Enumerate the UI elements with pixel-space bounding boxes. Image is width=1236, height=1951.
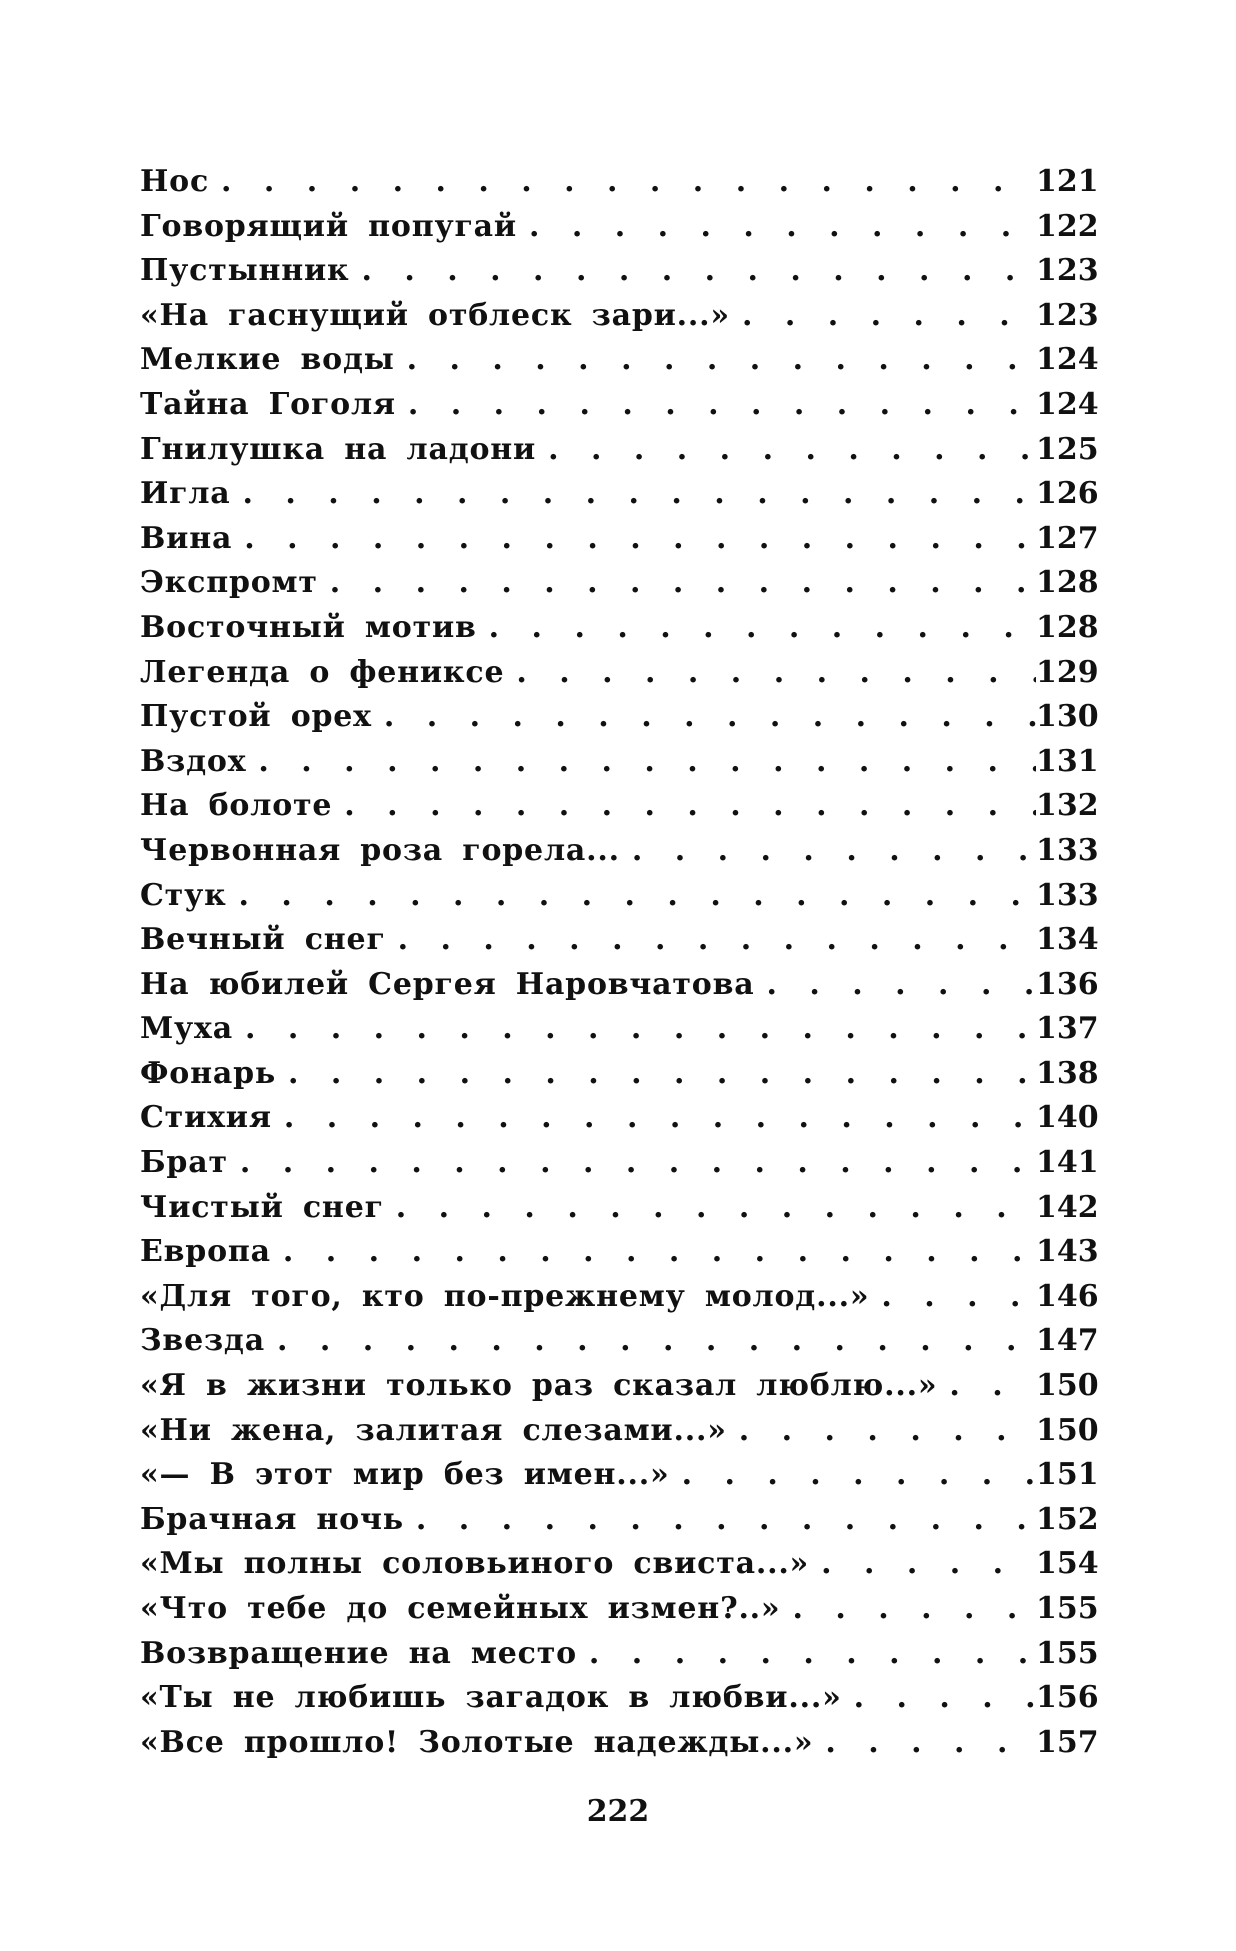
toc-entry-page: 152 (1036, 1501, 1099, 1537)
toc-entry (140, 386, 1099, 432)
toc-entry-title: «На гаснущий отблеск зари...» (140, 297, 730, 333)
dot-leader (395, 342, 1036, 377)
toc-entry (140, 208, 1099, 254)
toc-entry (140, 743, 1099, 789)
toc-entry-page: 156 (1036, 1680, 1099, 1716)
toc-entry (140, 164, 1099, 209)
toc-entry (140, 1546, 1099, 1591)
toc-entry-page: 129 (1036, 654, 1099, 690)
toc-entry (140, 342, 1099, 387)
toc-entry-page: 138 (1036, 1055, 1099, 1091)
toc-entry (140, 1055, 1099, 1101)
toc-entry-page: 157 (1036, 1724, 1099, 1760)
toc-entry-title: Пустынник (140, 253, 350, 289)
dot-leader (842, 1680, 1036, 1715)
toc-entry-page: 128 (1036, 565, 1099, 601)
toc-entry-title: На юбилей Сергея Наровчатова (140, 966, 755, 1002)
toc-entry-title: «Мы полны соловьиного свиста...» (140, 1546, 810, 1582)
toc-entry-title: Звезда (140, 1323, 265, 1359)
toc-entry (140, 877, 1099, 923)
dot-leader (536, 432, 1036, 467)
toc-entry-page: 151 (1036, 1457, 1099, 1493)
dot-leader (232, 521, 1036, 556)
toc-entry-page: 124 (1036, 386, 1099, 422)
toc-entry-page: 150 (1036, 1412, 1099, 1448)
toc-entry-page: 132 (1036, 788, 1099, 824)
dot-leader (209, 164, 1036, 199)
toc-entry-title: Восточный мотив (140, 609, 477, 645)
toc-entry (140, 1591, 1099, 1636)
dot-leader (272, 1100, 1036, 1135)
toc-entry-page: 155 (1036, 1635, 1099, 1671)
toc-entry (140, 1680, 1099, 1725)
toc-entry-title: Муха (140, 1011, 233, 1047)
dot-leader (231, 476, 1036, 511)
toc-entry-title: «Ни жена, залитая слезами...» (140, 1412, 727, 1448)
toc-entry (140, 1145, 1099, 1190)
toc-entry-title: Червонная роза горела... (140, 832, 620, 868)
dot-leader (271, 1234, 1036, 1269)
toc-entry-title: Брачная ночь (140, 1501, 404, 1537)
dot-leader (228, 1145, 1036, 1180)
toc-entry-title: «Что тебе до семейных измен?..» (140, 1591, 781, 1626)
toc-entry (140, 1635, 1099, 1681)
toc-entry-page: 134 (1036, 922, 1099, 958)
dot-leader (813, 1725, 1036, 1760)
dot-leader (869, 1279, 1036, 1314)
dot-leader (233, 1011, 1036, 1046)
toc-entry-title: Говорящий попугай (140, 208, 517, 244)
toc-entry (140, 699, 1099, 744)
toc-entry-page: 146 (1036, 1278, 1099, 1314)
toc-entry (140, 922, 1099, 967)
toc-entry (140, 1278, 1099, 1324)
toc-entry (140, 1234, 1099, 1279)
toc-entry-title: Фонарь (140, 1055, 277, 1091)
toc-entry (140, 788, 1099, 833)
toc-entry-title: Тайна Гоголя (140, 386, 396, 422)
toc-entry (140, 253, 1099, 298)
dot-leader (504, 655, 1036, 690)
toc-entry-page: 130 (1036, 699, 1099, 735)
dot-leader (730, 298, 1036, 333)
dot-leader (386, 922, 1036, 957)
toc-entry-title: «— В этот мир без имен...» (140, 1457, 670, 1493)
toc-entry-page: 126 (1036, 476, 1099, 512)
toc-entry-title: Вечный снег (140, 922, 386, 958)
toc-entry-page: 141 (1036, 1145, 1099, 1181)
toc-entry (140, 520, 1099, 566)
dot-leader (350, 253, 1037, 288)
toc-entry-title: «Все прошло! Золотые надежды...» (140, 1724, 814, 1760)
toc-entry-page: 123 (1036, 253, 1099, 289)
dot-leader (755, 967, 1037, 1002)
toc-entry-title: Нос (140, 164, 210, 199)
toc-entry (140, 832, 1099, 878)
dot-leader (276, 1056, 1036, 1091)
toc-entry-page: 154 (1036, 1546, 1099, 1582)
toc-entry-page: 147 (1036, 1323, 1099, 1359)
dot-leader (477, 610, 1036, 645)
toc-entry-page: 128 (1036, 609, 1099, 645)
toc-entry-title: Вина (140, 520, 233, 556)
toc-entry (140, 565, 1099, 610)
dot-leader (517, 209, 1036, 244)
toc-entry-title: Мелкие воды (140, 342, 395, 378)
toc-entry-title: Гнилушка на ладони (140, 431, 537, 467)
dot-leader (246, 744, 1036, 779)
page-number: 222 (586, 1794, 650, 1829)
toc-entry-page: 136 (1036, 966, 1099, 1002)
toc-entry-page: 121 (1036, 164, 1099, 199)
toc-entry-title: Пустой орех (140, 699, 372, 735)
dot-leader (396, 387, 1036, 422)
dot-leader (780, 1591, 1036, 1626)
toc-entry (140, 1501, 1099, 1547)
toc-entry-title: Игла (140, 476, 231, 512)
toc-entry-title: Возвращение на место (140, 1635, 577, 1671)
toc-entry (140, 609, 1099, 655)
dot-leader (265, 1323, 1036, 1358)
dot-leader (620, 833, 1036, 868)
toc-entry-page: 155 (1036, 1591, 1099, 1626)
toc-entry-title: «Для того, кто по-прежнему молод...» (140, 1278, 870, 1314)
toc-entry-title: Вздох (140, 743, 247, 779)
toc-entry-page: 124 (1036, 342, 1099, 378)
toc-entry (140, 1011, 1099, 1056)
toc-entry-title: Стихия (140, 1100, 272, 1136)
table-of-contents (140, 164, 1099, 1769)
toc-entry (140, 1724, 1099, 1770)
toc-entry-page: 123 (1036, 297, 1099, 333)
dot-leader (318, 565, 1036, 600)
toc-entry-page: 131 (1036, 743, 1099, 779)
toc-entry-title: Легенда о фениксе (140, 654, 505, 690)
toc-entry (140, 966, 1099, 1012)
toc-entry-title: Экспромт (140, 565, 318, 601)
toc-entry (140, 297, 1099, 343)
toc-entry (140, 431, 1099, 477)
toc-entry-title: «Ты не любишь загадок в любви...» (140, 1680, 842, 1716)
toc-entry (140, 1412, 1099, 1458)
toc-entry-title: «Я в жизни только раз сказал люблю...» (140, 1368, 938, 1404)
toc-entry (140, 654, 1099, 700)
dot-leader (227, 878, 1036, 913)
toc-entry-page: 140 (1036, 1100, 1099, 1136)
toc-entry-page: 125 (1036, 431, 1099, 467)
toc-entry (140, 1457, 1099, 1502)
toc-entry (140, 476, 1099, 521)
dot-leader (727, 1413, 1036, 1448)
toc-entry-title: Стук (140, 877, 227, 913)
dot-leader (384, 1190, 1036, 1225)
dot-leader (372, 699, 1036, 734)
dot-leader (404, 1502, 1036, 1537)
toc-entry-title: Чистый снег (140, 1189, 384, 1225)
toc-entry-page: 150 (1036, 1368, 1099, 1404)
toc-entry-page: 133 (1036, 832, 1099, 868)
toc-entry-title: На болоте (140, 788, 333, 824)
toc-entry-page: 127 (1036, 520, 1099, 556)
toc-entry-page: 143 (1036, 1234, 1099, 1270)
dot-leader (809, 1546, 1036, 1581)
toc-entry (140, 1100, 1099, 1145)
toc-entry-page: 137 (1036, 1011, 1099, 1047)
dot-leader (577, 1636, 1036, 1671)
toc-entry-title: Европа (140, 1234, 271, 1270)
dot-leader (332, 788, 1036, 823)
toc-entry-page: 133 (1036, 877, 1099, 913)
toc-entry-page: 142 (1036, 1189, 1099, 1225)
dot-leader (937, 1368, 1036, 1403)
toc-entry (140, 1323, 1099, 1368)
toc-entry (140, 1368, 1099, 1413)
toc-entry (140, 1189, 1099, 1235)
toc-entry-page: 122 (1036, 208, 1099, 244)
dot-leader (670, 1457, 1036, 1492)
toc-entry-title: Брат (140, 1145, 228, 1181)
